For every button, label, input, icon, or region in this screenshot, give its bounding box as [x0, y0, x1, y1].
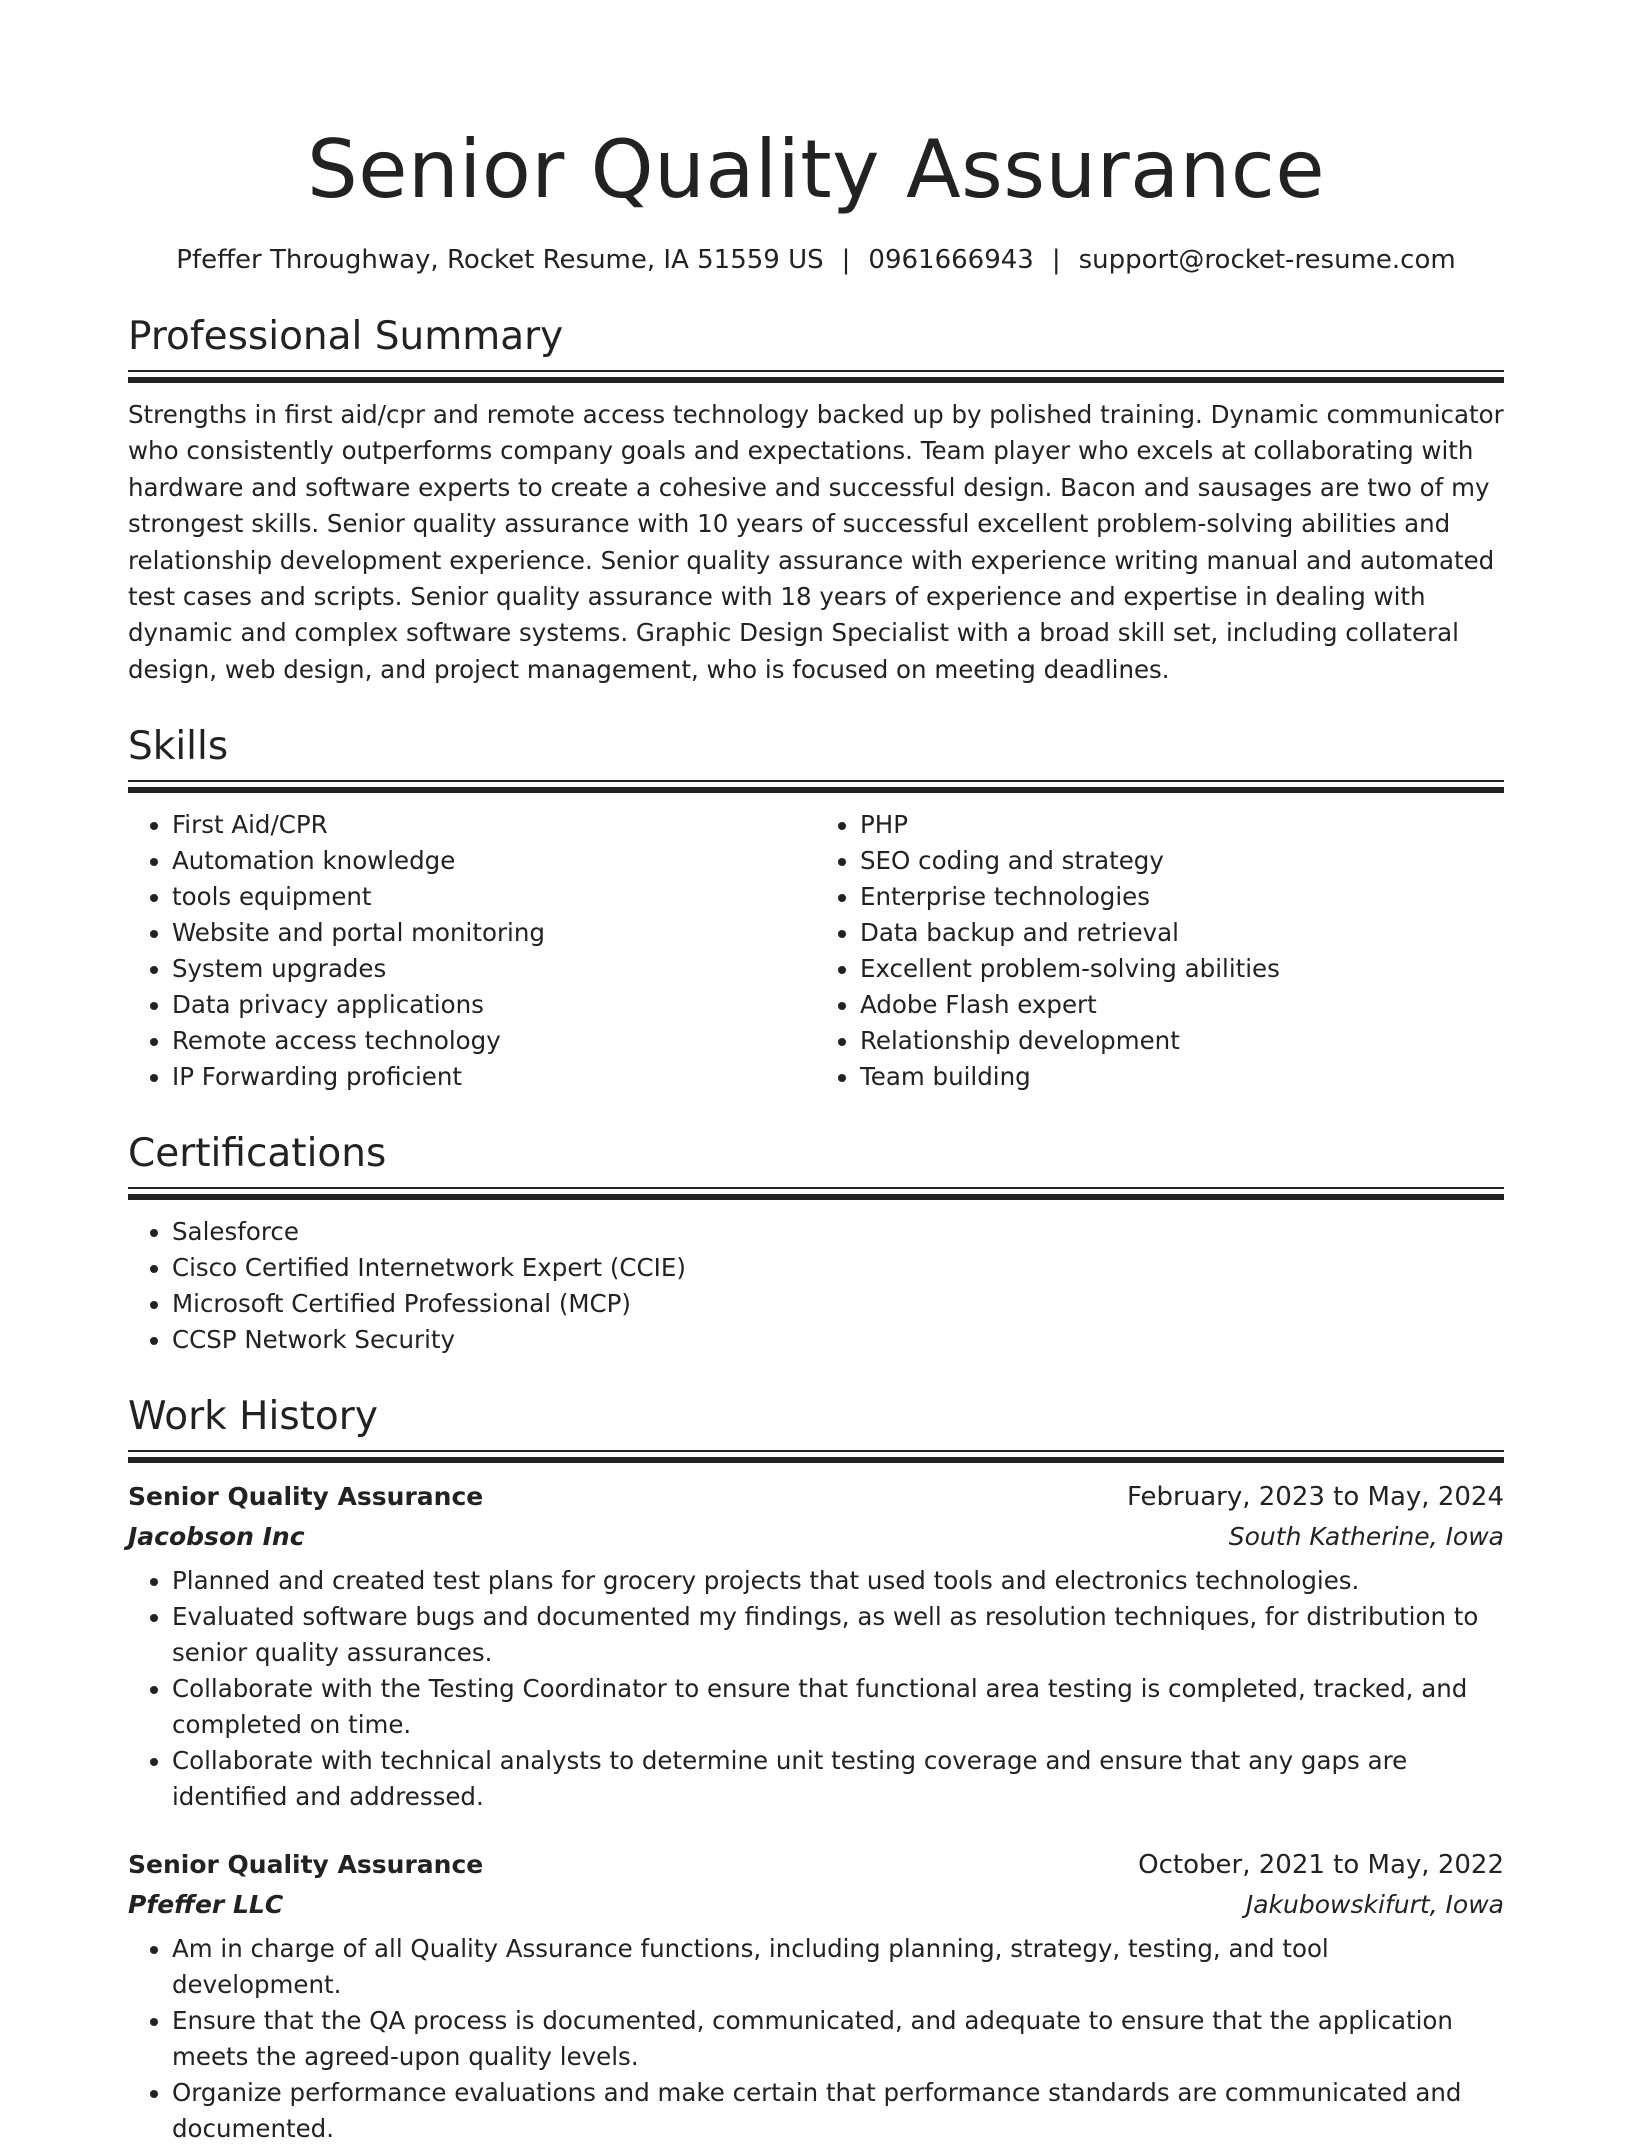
summary-section [128, 314, 1504, 688]
contact-line [128, 242, 1504, 278]
resume-content [128, 118, 1504, 2147]
certifications-section [128, 1131, 1504, 1358]
job-duty: • Organize performance evaluations and make certain that performance standards are communicated and documented. [172, 2075, 1504, 2147]
skill-item: • Adobe Flash expert [860, 987, 1504, 1023]
contact-separator: | [841, 245, 851, 275]
skills-list-left [128, 807, 816, 1095]
contact-separator: | [1051, 245, 1061, 275]
candidate-name: Senior Quality Assurance [306, 123, 1326, 216]
job-title: Senior Quality Assurance [128, 1482, 484, 1512]
skill-item: • Team building [860, 1059, 1504, 1095]
skill-item: • System upgrades [172, 951, 816, 987]
work-history-heading: Work History [128, 1394, 378, 1440]
skills-heading: Skills [128, 724, 229, 770]
contact-address: Pfeffer Throughway, Rocket Resume, IA 51559 US [176, 245, 824, 275]
section-divider [128, 787, 1504, 793]
job-duty: • Am in charge of all Quality Assurance functions, including planning, strategy, testing, and tool development. [172, 1931, 1504, 2003]
skill-item: • PHP [860, 807, 1504, 843]
section-divider [128, 1194, 1504, 1200]
certification-item: • Cisco Certified Internetwork Expert (CCIE) [172, 1250, 1504, 1286]
job-location: South Katherine, Iowa [1228, 1522, 1504, 1552]
skills-section [128, 724, 1504, 1095]
contact-phone: 0961666943 [868, 245, 1034, 275]
skill-item: • First Aid/CPR [172, 807, 816, 843]
skill-item: • Website and portal monitoring [172, 915, 816, 951]
certification-item: • Microsoft Certified Professional (MCP) [172, 1286, 1504, 1322]
job-company: Jacobson Inc [128, 1522, 305, 1552]
job-title: Senior Quality Assurance [128, 1850, 484, 1880]
job-duty: • Ensure that the QA process is documented, communicated, and adequate to ensure that the application meets the agreed-upon quality levels. [172, 2003, 1504, 2075]
skill-item: • IP Forwarding proficient [172, 1059, 816, 1095]
job-duty: • Collaborate with technical analysts to determine unit testing coverage and ensure that any gaps are identified and addressed. [172, 1743, 1504, 1815]
job-dates: October, 2021 to May, 2022 [1138, 1850, 1504, 1881]
job-entry [128, 1845, 1504, 2147]
job-duty: • Evaluated software bugs and documented my findings, as well as resolution techniques, for distribution to senior quality assurances. [172, 1599, 1504, 1671]
skill-item: • SEO coding and strategy [860, 843, 1504, 879]
summary-heading: Professional Summary [128, 314, 564, 359]
certifications-heading: Certifications [128, 1131, 387, 1177]
summary-text: Strengths in first aid/cpr and remote access technology backed up by polished training. Dynamic communicator who consistently outperforms company goals and expectations. Team player who excels at collaborating with hardware and software experts to create a cohesive and successful design. Bacon and sausages are two of my strongest skills. Senior quality assurance with 10 years of successful excellent problem-solving abilities and relationship development experience. Senior quality assurance with experience writing manual and automated test cases and scripts. Senior quality assurance with 18 years of experience and expertise in dealing with dynamic and complex software systems. Graphic Design Specialist with a broad skill set, including collateral design, web design, and project management, who is focused on meeting deadlines. [128, 400, 1504, 684]
skill-item: • Enterprise technologies [860, 879, 1504, 915]
job-duty: • Collaborate with the Testing Coordinator to ensure that functional area testing is completed, tracked, and completed on time. [172, 1671, 1504, 1743]
job-duties [128, 1563, 1504, 1815]
job-entry [128, 1477, 1504, 1815]
skill-item: • Automation knowledge [172, 843, 816, 879]
skill-item: • Remote access technology [172, 1023, 816, 1059]
job-duties [128, 1931, 1504, 2147]
skill-item: • Data privacy applications [172, 987, 816, 1023]
section-divider [128, 377, 1504, 383]
section-divider [128, 1457, 1504, 1463]
skill-item: • Relationship development [860, 1023, 1504, 1059]
skills-list-right [816, 807, 1504, 1095]
skill-item: • Data backup and retrieval [860, 915, 1504, 951]
certification-item: • Salesforce [172, 1214, 1504, 1250]
certifications-list [128, 1214, 1504, 1358]
job-duty: • Planned and created test plans for grocery projects that used tools and electronics technologies. [172, 1563, 1504, 1599]
certification-item: • CCSP Network Security [172, 1322, 1504, 1358]
job-location: Jakubowskifurt, Iowa [1245, 1890, 1504, 1920]
contact-email: support@rocket-resume.com [1078, 245, 1456, 275]
job-company: Pfeffer LLC [128, 1890, 284, 1920]
skill-item: • tools equipment [172, 879, 816, 915]
skills-grid [128, 807, 1504, 1095]
job-dates: February, 2023 to May, 2024 [1127, 1482, 1504, 1513]
skill-item: • Excellent problem-solving abilities [860, 951, 1504, 987]
work-history-section [128, 1394, 1504, 2147]
